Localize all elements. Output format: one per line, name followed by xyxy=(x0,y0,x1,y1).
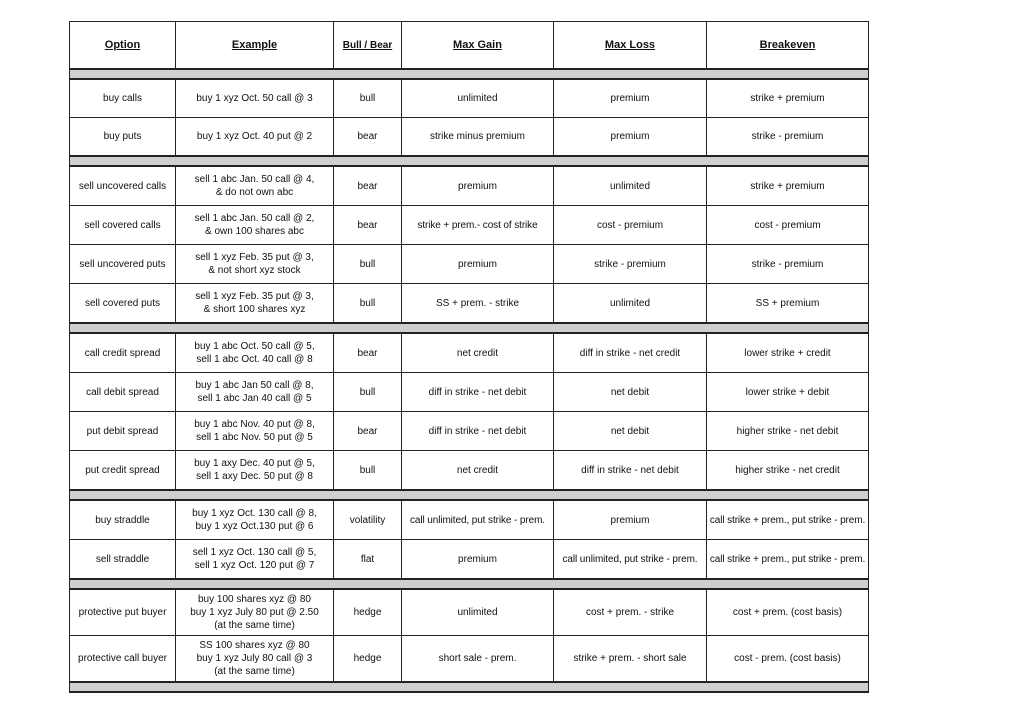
cell-max-loss: diff in strike - net credit xyxy=(554,333,707,373)
header-breakeven: Breakeven xyxy=(707,22,869,70)
table-row xyxy=(70,636,869,683)
header-example: Example xyxy=(176,22,334,70)
cell-breakeven: higher strike - net debit xyxy=(707,412,869,451)
header-max-gain: Max Gain xyxy=(402,22,554,70)
cell-option: buy calls xyxy=(70,79,176,118)
cell-bull-bear: bull xyxy=(334,245,402,284)
example-line: buy 1 xyz July 80 call @ 3 xyxy=(196,653,313,664)
cell-option: call credit spread xyxy=(70,333,176,373)
cell-max-loss: cost + prem. - strike xyxy=(554,589,707,636)
cell-bull-bear: hedge xyxy=(334,589,402,636)
cell-max-loss: strike - premium xyxy=(554,245,707,284)
cell-option: sell covered puts xyxy=(70,284,176,324)
cell-breakeven: cost - premium xyxy=(707,206,869,245)
cell-bull-bear: bull xyxy=(334,284,402,324)
cell-bull-bear: bull xyxy=(334,451,402,491)
cell-bull-bear: bear xyxy=(334,333,402,373)
cell-max-loss: call unlimited, put strike - prem. xyxy=(554,540,707,580)
cell-example xyxy=(176,333,334,373)
cell-max-gain: short sale - prem. xyxy=(402,636,554,683)
cell-max-gain: diff in strike - net debit xyxy=(402,373,554,412)
cell-bull-bear: bear xyxy=(334,206,402,245)
cell-example xyxy=(176,284,334,324)
header-row xyxy=(70,22,869,70)
cell-example xyxy=(176,166,334,206)
separator-bar xyxy=(70,490,869,500)
cell-bull-bear: hedge xyxy=(334,636,402,683)
group-separator xyxy=(70,490,869,500)
separator-bar xyxy=(70,682,869,692)
cell-max-loss: premium xyxy=(554,118,707,157)
cell-breakeven: strike + premium xyxy=(707,79,869,118)
cell-max-loss: unlimited xyxy=(554,166,707,206)
cell-breakeven: strike - premium xyxy=(707,118,869,157)
cell-example xyxy=(176,206,334,245)
cell-breakeven: call strike + prem., put strike - prem. xyxy=(707,540,869,580)
table-row xyxy=(70,412,869,451)
example-line: buy 1 xyz Oct. 50 call @ 3 xyxy=(196,93,313,104)
cell-bull-bear: bull xyxy=(334,79,402,118)
cell-bull-bear: bear xyxy=(334,118,402,157)
table-row xyxy=(70,500,869,540)
cell-example xyxy=(176,589,334,636)
separator-bar xyxy=(70,156,869,166)
table-row xyxy=(70,118,869,157)
cell-option: sell uncovered puts xyxy=(70,245,176,284)
table-row xyxy=(70,540,869,580)
example-line: & short 100 shares xyz xyxy=(203,304,306,315)
group-separator xyxy=(70,682,869,692)
cell-example xyxy=(176,636,334,683)
example-line: buy 100 shares xyz @ 80 xyxy=(198,594,311,605)
cell-max-loss: diff in strike - net debit xyxy=(554,451,707,491)
cell-breakeven: strike - premium xyxy=(707,245,869,284)
cell-max-loss: cost - premium xyxy=(554,206,707,245)
example-line: (at the same time) xyxy=(214,620,295,631)
group-separator xyxy=(70,323,869,333)
separator-bar xyxy=(70,323,869,333)
table-row xyxy=(70,373,869,412)
example-line: buy 1 xyz July 80 put @ 2.50 xyxy=(190,607,319,618)
cell-bull-bear: bear xyxy=(334,166,402,206)
example-line: sell 1 abc Jan. 50 call @ 4, xyxy=(194,174,315,185)
cell-breakeven: cost + prem. (cost basis) xyxy=(707,589,869,636)
example-line: (at the same time) xyxy=(214,666,295,677)
group-separator xyxy=(70,579,869,589)
example-line: buy 1 abc Oct. 50 call @ 5, xyxy=(194,341,315,352)
example-line: & not short xyz stock xyxy=(208,265,301,276)
example-line: buy 1 abc Nov. 40 put @ 8, xyxy=(194,419,315,430)
example-line: sell 1 xyz Oct. 130 call @ 5, xyxy=(192,547,317,558)
table-row xyxy=(70,166,869,206)
example-line: buy 1 abc Jan 50 call @ 8, xyxy=(195,380,314,391)
cell-option: buy straddle xyxy=(70,500,176,540)
options-strategy-table xyxy=(69,21,869,693)
cell-example xyxy=(176,412,334,451)
cell-example xyxy=(176,79,334,118)
cell-max-loss: premium xyxy=(554,79,707,118)
example-line: SS 100 shares xyz @ 80 xyxy=(199,640,310,651)
header-option: Option xyxy=(70,22,176,70)
cell-example xyxy=(176,245,334,284)
group-separator xyxy=(70,156,869,166)
table-body xyxy=(70,69,869,692)
cell-max-gain: unlimited xyxy=(402,589,554,636)
cell-option: sell straddle xyxy=(70,540,176,580)
example-line: sell 1 abc Jan. 50 call @ 2, xyxy=(194,213,315,224)
cell-breakeven: higher strike - net credit xyxy=(707,451,869,491)
example-line: & do not own abc xyxy=(215,187,294,198)
cell-example xyxy=(176,540,334,580)
example-line: buy 1 axy Dec. 40 put @ 5, xyxy=(194,458,315,469)
example-line: sell 1 abc Jan 40 call @ 5 xyxy=(197,393,312,404)
cell-example xyxy=(176,500,334,540)
cell-max-gain: strike + prem.- cost of strike xyxy=(402,206,554,245)
example-line: sell 1 axy Dec. 50 put @ 8 xyxy=(196,471,313,482)
header-bull-bear: Bull / Bear xyxy=(334,22,402,70)
cell-max-gain: net credit xyxy=(402,333,554,373)
cell-max-gain: strike minus premium xyxy=(402,118,554,157)
cell-option: protective put buyer xyxy=(70,589,176,636)
cell-example xyxy=(176,118,334,157)
example-line: buy 1 xyz Oct. 40 put @ 2 xyxy=(196,131,313,142)
cell-option: put credit spread xyxy=(70,451,176,491)
cell-bull-bear: volatility xyxy=(334,500,402,540)
cell-example xyxy=(176,451,334,491)
table-row xyxy=(70,206,869,245)
cell-example xyxy=(176,373,334,412)
cell-max-gain: net credit xyxy=(402,451,554,491)
example-line: sell 1 abc Oct. 40 call @ 8 xyxy=(196,354,313,365)
cell-bull-bear: flat xyxy=(334,540,402,580)
cell-max-gain: unlimited xyxy=(402,79,554,118)
cell-breakeven: lower strike + credit xyxy=(707,333,869,373)
table-row xyxy=(70,451,869,491)
cell-option: put debit spread xyxy=(70,412,176,451)
example-line: buy 1 xyz Oct.130 put @ 6 xyxy=(195,521,314,532)
cell-option: protective call buyer xyxy=(70,636,176,683)
example-line: sell 1 xyz Feb. 35 put @ 3, xyxy=(195,252,314,263)
cell-bull-bear: bull xyxy=(334,373,402,412)
cell-max-loss: strike + prem. - short sale xyxy=(554,636,707,683)
cell-option: sell uncovered calls xyxy=(70,166,176,206)
table-row xyxy=(70,589,869,636)
cell-max-gain: diff in strike - net debit xyxy=(402,412,554,451)
table-row xyxy=(70,333,869,373)
example-line: sell 1 xyz Feb. 35 put @ 3, xyxy=(195,291,314,302)
cell-max-gain: premium xyxy=(402,540,554,580)
cell-option: call debit spread xyxy=(70,373,176,412)
example-line: sell 1 abc Nov. 50 put @ 5 xyxy=(196,432,313,443)
cell-max-loss: net debit xyxy=(554,373,707,412)
cell-max-gain: call unlimited, put strike - prem. xyxy=(402,500,554,540)
example-line: & own 100 shares abc xyxy=(205,226,304,237)
cell-max-gain: premium xyxy=(402,245,554,284)
cell-max-gain: SS + prem. - strike xyxy=(402,284,554,324)
cell-breakeven: cost - prem. (cost basis) xyxy=(707,636,869,683)
separator-bar xyxy=(70,579,869,589)
cell-max-loss: unlimited xyxy=(554,284,707,324)
separator-bar xyxy=(70,69,869,79)
cell-option: buy puts xyxy=(70,118,176,157)
cell-max-gain: premium xyxy=(402,166,554,206)
cell-max-loss: premium xyxy=(554,500,707,540)
cell-bull-bear: bear xyxy=(334,412,402,451)
example-line: buy 1 xyz Oct. 130 call @ 8, xyxy=(192,508,317,519)
group-separator xyxy=(70,69,869,79)
cell-breakeven: SS + premium xyxy=(707,284,869,324)
cell-max-loss: net debit xyxy=(554,412,707,451)
cell-option: sell covered calls xyxy=(70,206,176,245)
table-row xyxy=(70,79,869,118)
header-max-loss: Max Loss xyxy=(554,22,707,70)
example-line: sell 1 xyz Oct. 120 put @ 7 xyxy=(194,560,315,571)
table-row xyxy=(70,245,869,284)
cell-breakeven: lower strike + debit xyxy=(707,373,869,412)
table-row xyxy=(70,284,869,324)
cell-breakeven: strike + premium xyxy=(707,166,869,206)
cell-breakeven: call strike + prem., put strike - prem. xyxy=(707,500,869,540)
